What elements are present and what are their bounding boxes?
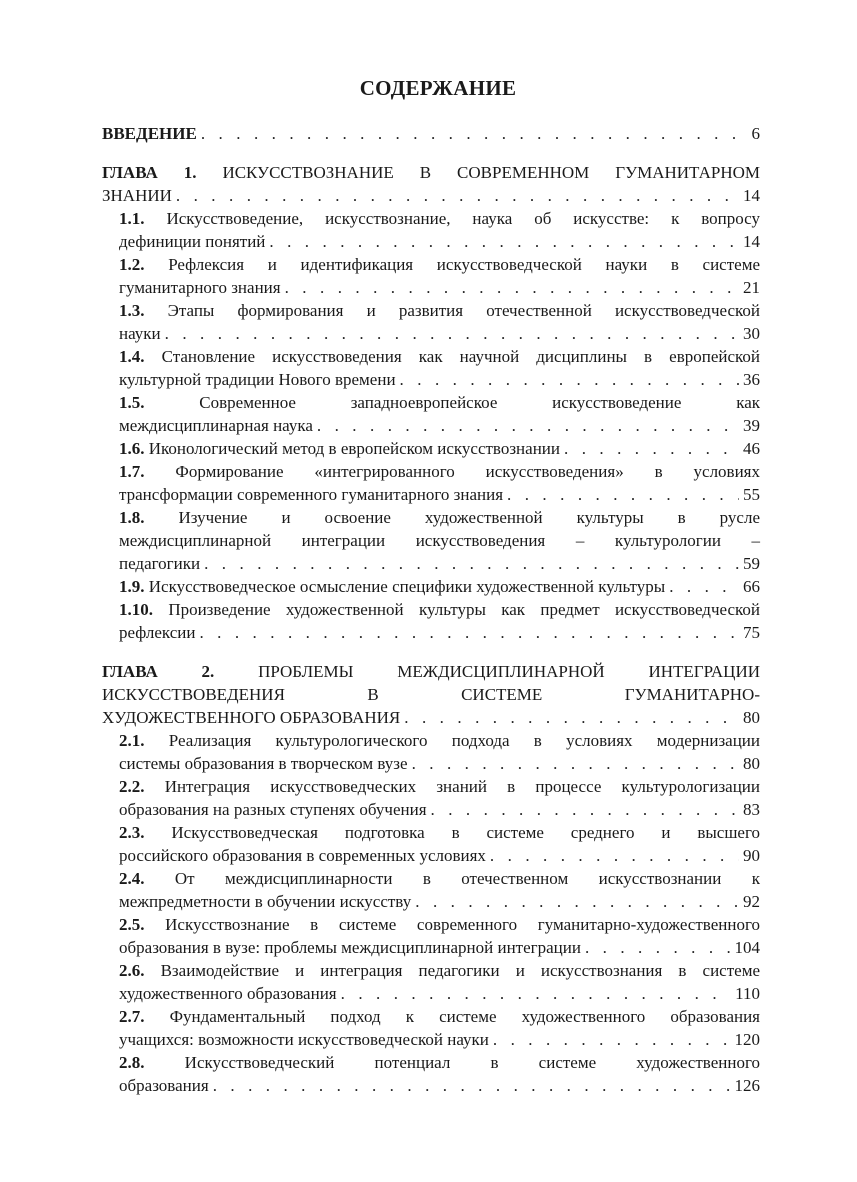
dot-leader xyxy=(412,752,739,775)
toc-entry-text: Интеграция искусствоведческих знаний в процессе культурологизации xyxy=(164,777,761,796)
toc-entry-text: междисциплинарной интеграции искусствоведения – культурологии – xyxy=(119,531,760,550)
toc-page-number: 120 xyxy=(734,1030,760,1049)
dot-leader xyxy=(493,1028,731,1051)
toc-entry-text: Современное западноевропейское искусствоведение как xyxy=(199,393,761,412)
toc-entry-text: художественного образования xyxy=(119,984,337,1003)
toc-entry-text: дефиниции понятий xyxy=(119,232,266,251)
toc-section-1-6[interactable] xyxy=(119,437,760,460)
toc-entry-number: 2.4. xyxy=(119,869,145,888)
toc-section-1-2[interactable] xyxy=(119,253,760,299)
dot-leader xyxy=(404,706,739,729)
toc-page-number: 14 xyxy=(743,186,760,205)
toc-entry-text: культурной традиции Нового времени xyxy=(119,370,396,389)
toc-page-number: 6 xyxy=(751,124,760,143)
toc-entry-text: образования xyxy=(119,1076,209,1095)
toc-section-2-5[interactable] xyxy=(119,913,760,959)
toc-entry-number: 1.4. xyxy=(119,347,145,366)
toc-entry-text: Этапы формирования и развития отечественной искусствоведческой xyxy=(167,301,761,320)
toc-page-number: 75 xyxy=(743,623,760,642)
dot-leader xyxy=(669,575,739,598)
dot-leader xyxy=(415,890,739,913)
dot-leader xyxy=(204,552,739,575)
toc-section-2-7[interactable] xyxy=(119,1005,760,1051)
toc-entry-text: Становление искусствоведения как научной дисциплины в европейской xyxy=(161,347,761,366)
dot-leader xyxy=(490,844,739,867)
toc-page-number: 80 xyxy=(743,754,760,773)
dot-leader xyxy=(213,1074,731,1097)
toc-entry-text: межпредметности в обучении искусству xyxy=(119,892,412,911)
toc-entry-number: 1.7. xyxy=(119,462,145,481)
toc-entry-number: 1.2. xyxy=(119,255,145,274)
toc-entry-text: ЗНАНИИ xyxy=(102,186,172,205)
toc-page-number: 83 xyxy=(743,800,760,819)
toc-entry-text: ИСКУССТВОЗНАНИЕ В СОВРЕМЕННОМ ГУМАНИТАРНОМ xyxy=(222,163,760,182)
toc-entry-number: 2.7. xyxy=(119,1007,145,1026)
toc-entry-number: 1.5. xyxy=(119,393,145,412)
toc-entry-number: 1.10. xyxy=(119,600,153,619)
toc-entry-number: 2.1. xyxy=(119,731,145,750)
dot-leader xyxy=(317,414,739,437)
toc-page-number: 46 xyxy=(743,439,760,458)
toc-section-1-10[interactable] xyxy=(119,598,760,644)
toc-entry-text: Реализация культурологического подхода в условиях модернизации xyxy=(168,731,761,750)
toc-page-number: 39 xyxy=(743,416,760,435)
toc-entry-text: педагогики xyxy=(119,554,201,573)
toc-chapter-1[interactable] xyxy=(102,161,760,207)
toc-page-number: 92 xyxy=(743,892,760,911)
toc-entry-text: науки xyxy=(119,324,161,343)
toc-page-number: 104 xyxy=(734,938,760,957)
dot-leader xyxy=(341,982,732,1005)
toc-entry-text: образования на разных ступенях обучения xyxy=(119,800,427,819)
toc-entry-number: 1.6. xyxy=(119,439,145,458)
toc-entry-text: российского образования в современных условиях xyxy=(119,846,486,865)
toc-entry-text: ИСКУССТВОВЕДЕНИЯ В СИСТЕМЕ ГУМАНИТАРНО- xyxy=(102,685,760,704)
toc-entry-text: Формирование «интегрированного искусствоведения» в условиях xyxy=(175,462,760,481)
toc-entry-text: Искусствоведческий потенциал в системе художественного xyxy=(184,1053,760,1072)
toc-entry-number: ГЛАВА 1. xyxy=(102,163,197,182)
toc-entry-number: 1.3. xyxy=(119,301,145,320)
toc-section-1-1[interactable] xyxy=(119,207,760,253)
toc-section-2-6[interactable] xyxy=(119,959,760,1005)
toc-entry-text: гуманитарного знания xyxy=(119,278,281,297)
toc-section-1-4[interactable] xyxy=(119,345,760,391)
dot-leader xyxy=(201,122,748,145)
dot-leader xyxy=(431,798,739,821)
toc-entry-text: учащихся: возможности искусствоведческой науки xyxy=(119,1030,489,1049)
toc-body xyxy=(102,161,760,1097)
toc-entry-number: 1.9. xyxy=(119,577,145,596)
dot-leader xyxy=(564,437,739,460)
toc-entry-text: Иконологический метод в европейском искусствознании xyxy=(148,439,560,458)
toc-page-number: 14 xyxy=(743,232,760,251)
toc-entry-text: Искусствоведение, искусствознание, наука об искусстве: к вопросу xyxy=(166,209,761,228)
toc-section-2-1[interactable] xyxy=(119,729,760,775)
dot-leader xyxy=(269,230,739,253)
dot-leader xyxy=(507,483,739,506)
page-title: СОДЕРЖАНИЕ xyxy=(359,76,517,100)
toc-entry-text: Искусствоведческое осмысление специфики художественной культуры xyxy=(148,577,666,596)
toc-entry-text: Искусствознание в системе современного гуманитарно-художественного xyxy=(165,915,760,934)
toc-section-2-2[interactable] xyxy=(119,775,760,821)
toc-entry-text: Рефлексия и идентификация искусствоведческой науки в системе xyxy=(168,255,761,274)
toc-section-2-4[interactable] xyxy=(119,867,760,913)
dot-leader xyxy=(199,621,739,644)
toc-section-1-9[interactable] xyxy=(119,575,760,598)
toc-entry-number: 1.1. xyxy=(119,209,145,228)
dot-leader xyxy=(285,276,739,299)
toc-section-1-8[interactable] xyxy=(119,506,760,575)
dot-leader xyxy=(176,184,739,207)
toc-entry-text: ХУДОЖЕСТВЕННОГО ОБРАЗОВАНИЯ xyxy=(102,708,401,727)
toc-entry-text: От междисциплинарности в отечественном искусствознании к xyxy=(174,869,760,888)
toc-entry-number: 2.6. xyxy=(119,961,145,980)
toc-page-number: 90 xyxy=(743,846,760,865)
toc-section-1-7[interactable] xyxy=(119,460,760,506)
toc-page-number: 30 xyxy=(743,324,760,343)
toc-entry-text: Произведение художественной культуры как предмет искусствоведческой xyxy=(168,600,761,619)
toc-entry-number: 2.3. xyxy=(119,823,145,842)
toc-page-number: 110 xyxy=(735,984,760,1003)
toc-entry-text: Взаимодействие и интеграция педагогики и искусствознания в системе xyxy=(160,961,761,980)
toc-chapter-2[interactable] xyxy=(102,660,760,729)
toc-section-1-5[interactable] xyxy=(119,391,760,437)
toc-section-1-3[interactable] xyxy=(119,299,760,345)
toc-entry-text: рефлексии xyxy=(119,623,196,642)
toc-entry-text: Фундаментальный подход к системе художественного образования xyxy=(169,1007,761,1026)
toc-page-number: 66 xyxy=(743,577,760,596)
toc-page-number: 59 xyxy=(743,554,760,573)
toc-page-number: 80 xyxy=(743,708,760,727)
toc-entry-text: ПРОБЛЕМЫ МЕЖДИСЦИПЛИНАРНОЙ ИНТЕГРАЦИИ xyxy=(258,662,760,681)
toc-page-number: 21 xyxy=(743,278,760,297)
toc-entry-number: 2.2. xyxy=(119,777,145,796)
toc-page-number: 36 xyxy=(743,370,760,389)
toc-section-2-8[interactable] xyxy=(119,1051,760,1097)
toc-page-number: 55 xyxy=(743,485,760,504)
dot-leader xyxy=(165,322,739,345)
dot-leader xyxy=(400,368,739,391)
toc-page-number: 126 xyxy=(734,1076,760,1095)
toc-entry-number: 2.5. xyxy=(119,915,145,934)
toc-entry-text: трансформации современного гуманитарного знания xyxy=(119,485,504,504)
toc-entry-text: образования в вузе: проблемы междисциплинарной интеграции xyxy=(119,938,581,957)
dot-leader xyxy=(585,936,731,959)
toc-entry-label: ВВЕДЕНИЕ xyxy=(102,124,197,143)
toc-entry-text: Изучение и освоение художественной культуры в русле xyxy=(178,508,761,527)
toc-entry-text: междисциплинарная наука xyxy=(119,416,313,435)
toc-entry-intro[interactable] xyxy=(102,122,760,145)
toc-entry-number: 2.8. xyxy=(119,1053,145,1072)
toc-entry-text: системы образования в творческом вузе xyxy=(119,754,408,773)
toc-entry-number: ГЛАВА 2. xyxy=(102,662,215,681)
toc-entry-number: 1.8. xyxy=(119,508,145,527)
toc-section-2-3[interactable] xyxy=(119,821,760,867)
toc-entry-text: Искусствоведческая подготовка в системе среднего и высшего xyxy=(171,823,760,842)
